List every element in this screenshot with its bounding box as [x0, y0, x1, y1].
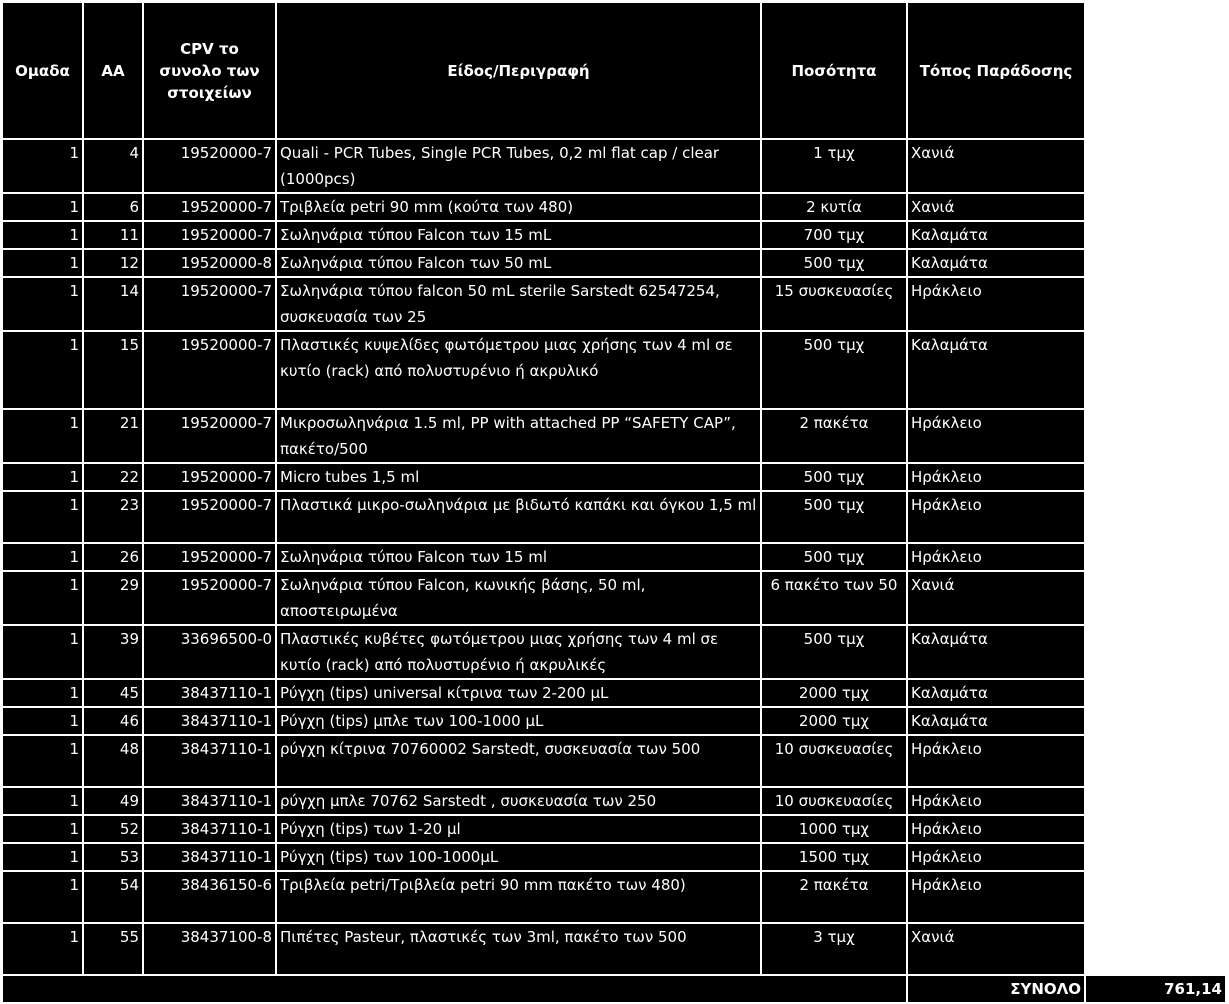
cell-cpv: 38437110-1 [143, 787, 276, 815]
cell-group: 1 [2, 277, 83, 331]
table-row [2, 571, 1226, 625]
total-value: 761,14 [1085, 975, 1226, 1003]
cell-quantity: 15 συσκευασίες [761, 277, 907, 331]
cell-cpv: 19520000-7 [143, 571, 276, 625]
cell-delivery-place: Καλαμάτα [907, 249, 1085, 277]
cell-description: ρύγχη κίτρινα 70760002 Sarstedt, συσκευασία των 500 [276, 735, 761, 787]
table-row [2, 409, 1226, 463]
cell-cpv: 19520000-7 [143, 491, 276, 543]
table-row [2, 543, 1226, 571]
cell-cpv: 38437110-1 [143, 707, 276, 735]
cell-cpv: 19520000-7 [143, 139, 276, 193]
total-row [2, 975, 1226, 1003]
cell-delivery-place: Χανιά [907, 193, 1085, 221]
cell-group: 1 [2, 491, 83, 543]
cell-group: 1 [2, 249, 83, 277]
cell-description: Πλαστικές κυψελίδες φωτόμετρου μιας χρήσης των 4 ml σε κυτίο (rack) από πολυστυρένιο ή ακρυλικό [276, 331, 761, 409]
cell-description: Ρύγχη (tips) universal κίτρινα των 2-200 μL [276, 679, 761, 707]
cell-group: 1 [2, 139, 83, 193]
cell-aa: 22 [83, 463, 143, 491]
header-cpv: CPV το συνολο των στοιχείων [143, 2, 276, 139]
cell-aa: 29 [83, 571, 143, 625]
cell-aa: 15 [83, 331, 143, 409]
cell-aa: 39 [83, 625, 143, 679]
cell-group: 1 [2, 735, 83, 787]
cell-description: Quali - PCR Tubes, Single PCR Tubes, 0,2 ml flat cap / clear (1000pcs) [276, 139, 761, 193]
cell-empty [1085, 815, 1226, 843]
cell-quantity: 2 πακέτα [761, 871, 907, 923]
cell-empty [1085, 249, 1226, 277]
cell-group: 1 [2, 571, 83, 625]
cell-aa: 48 [83, 735, 143, 787]
cell-cpv: 38437110-1 [143, 679, 276, 707]
cell-delivery-place: Χανιά [907, 571, 1085, 625]
cell-description: Μικροσωληνάρια 1.5 ml, PP with attached PP “SAFETY CAP”, πακέτο/500 [276, 409, 761, 463]
cell-group: 1 [2, 625, 83, 679]
cell-quantity: 500 τμχ [761, 249, 907, 277]
cell-aa: 4 [83, 139, 143, 193]
cell-empty [1085, 625, 1226, 679]
cell-quantity: 2000 τμχ [761, 679, 907, 707]
cell-delivery-place: Καλαμάτα [907, 707, 1085, 735]
cell-quantity: 2000 τμχ [761, 707, 907, 735]
cell-cpv: 38437110-1 [143, 843, 276, 871]
cell-cpv: 19520000-7 [143, 277, 276, 331]
cell-delivery-place: Καλαμάτα [907, 221, 1085, 249]
cell-description: Πλαστικές κυβέτες φωτόμετρου μιας χρήσης των 4 ml σε κυτίο (rack) από πολυστυρένιο ή ακρυλικές [276, 625, 761, 679]
cell-aa: 23 [83, 491, 143, 543]
cell-description: Ρύγχη (tips) των 1-20 μl [276, 815, 761, 843]
cell-aa: 46 [83, 707, 143, 735]
cell-group: 1 [2, 707, 83, 735]
cell-group: 1 [2, 843, 83, 871]
table-row [2, 735, 1226, 787]
table-row [2, 463, 1226, 491]
table-row [2, 679, 1226, 707]
table-row [2, 707, 1226, 735]
cell-description: Τριβλεία petri 90 mm (κούτα των 480) [276, 193, 761, 221]
cell-delivery-place: Ηράκλειο [907, 543, 1085, 571]
cell-delivery-place: Καλαμάτα [907, 625, 1085, 679]
cell-quantity: 1500 τμχ [761, 843, 907, 871]
cell-delivery-place: Ηράκλειο [907, 787, 1085, 815]
cell-aa: 53 [83, 843, 143, 871]
cell-cpv: 19520000-8 [143, 249, 276, 277]
cell-delivery-place: Καλαμάτα [907, 679, 1085, 707]
cell-cpv: 19520000-7 [143, 221, 276, 249]
cell-quantity: 3 τμχ [761, 923, 907, 975]
table-row [2, 625, 1226, 679]
cell-quantity: 700 τμχ [761, 221, 907, 249]
cell-empty [1085, 543, 1226, 571]
header-delivery-place: Τόπος Παράδοσης [907, 2, 1085, 139]
procurement-table [1, 1, 1227, 1004]
cell-empty [1085, 409, 1226, 463]
cell-empty [1085, 679, 1226, 707]
cell-group: 1 [2, 463, 83, 491]
cell-empty [1085, 139, 1226, 193]
cell-cpv: 19520000-7 [143, 331, 276, 409]
cell-delivery-place: Ηράκλειο [907, 277, 1085, 331]
cell-cpv: 19520000-7 [143, 193, 276, 221]
header-empty [1085, 2, 1226, 139]
cell-empty [1085, 277, 1226, 331]
cell-description: Τριβλεία petri/Τριβλεία petri 90 mm πακέτο των 480) [276, 871, 761, 923]
cell-empty [1085, 491, 1226, 543]
cell-description: Πλαστικά μικρο-σωληνάρια με βιδωτό καπάκι και όγκου 1,5 ml [276, 491, 761, 543]
cell-cpv: 38437110-1 [143, 815, 276, 843]
cell-aa: 55 [83, 923, 143, 975]
cell-empty [1085, 871, 1226, 923]
header-description: Είδος/Περιγραφή [276, 2, 761, 139]
cell-quantity: 500 τμχ [761, 331, 907, 409]
cell-quantity: 500 τμχ [761, 463, 907, 491]
cell-quantity: 10 συσκευασίες [761, 735, 907, 787]
table-body [2, 139, 1226, 975]
cell-empty [1085, 571, 1226, 625]
cell-quantity: 10 συσκευασίες [761, 787, 907, 815]
cell-delivery-place: Καλαμάτα [907, 331, 1085, 409]
cell-group: 1 [2, 331, 83, 409]
table-row [2, 923, 1226, 975]
cell-empty [1085, 221, 1226, 249]
cell-delivery-place: Ηράκλειο [907, 409, 1085, 463]
cell-delivery-place: Ηράκλειο [907, 735, 1085, 787]
cell-group: 1 [2, 409, 83, 463]
table-row [2, 193, 1226, 221]
table-row [2, 277, 1226, 331]
cell-description: Σωληνάρια τύπου Falcon των 15 ml [276, 543, 761, 571]
cell-aa: 52 [83, 815, 143, 843]
cell-delivery-place: Ηράκλειο [907, 463, 1085, 491]
cell-aa: 6 [83, 193, 143, 221]
cell-aa: 11 [83, 221, 143, 249]
cell-aa: 21 [83, 409, 143, 463]
table-row [2, 787, 1226, 815]
cell-quantity: 500 τμχ [761, 543, 907, 571]
cell-group: 1 [2, 815, 83, 843]
cell-description: Σωληνάρια τύπου Falcon των 50 mL [276, 249, 761, 277]
cell-description: Σωληνάρια τύπου falcon 50 mL sterile Sarstedt 62547254, συσκευασία των 25 [276, 277, 761, 331]
cell-description: Micro tubes 1,5 ml [276, 463, 761, 491]
cell-description: Ρύγχη (tips) των 100-1000μL [276, 843, 761, 871]
total-spacer [2, 975, 907, 1003]
table-row [2, 221, 1226, 249]
cell-group: 1 [2, 871, 83, 923]
cell-description: Πιπέτες Pasteur, πλαστικές των 3ml, πακέτο των 500 [276, 923, 761, 975]
cell-quantity: 6 πακέτο των 50 [761, 571, 907, 625]
cell-aa: 12 [83, 249, 143, 277]
cell-quantity: 2 πακέτα [761, 409, 907, 463]
table-row [2, 871, 1226, 923]
cell-delivery-place: Χανιά [907, 139, 1085, 193]
cell-cpv: 38436150-6 [143, 871, 276, 923]
cell-aa: 54 [83, 871, 143, 923]
cell-delivery-place: Ηράκλειο [907, 843, 1085, 871]
cell-cpv: 33696500-0 [143, 625, 276, 679]
cell-aa: 14 [83, 277, 143, 331]
cell-cpv: 38437110-1 [143, 735, 276, 787]
cell-cpv: 19520000-7 [143, 543, 276, 571]
cell-quantity: 500 τμχ [761, 491, 907, 543]
table-row [2, 491, 1226, 543]
cell-description: Ρύγχη (tips) μπλε των 100-1000 μL [276, 707, 761, 735]
table-row [2, 815, 1226, 843]
cell-group: 1 [2, 679, 83, 707]
table-row [2, 331, 1226, 409]
cell-cpv: 38437100-8 [143, 923, 276, 975]
total-label: ΣΥΝΟΛΟ [907, 975, 1085, 1003]
cell-description: ρύγχη μπλε 70762 Sarstedt , συσκευασία των 250 [276, 787, 761, 815]
cell-empty [1085, 923, 1226, 975]
cell-description: Σωληνάρια τύπου Falcon των 15 mL [276, 221, 761, 249]
cell-empty [1085, 331, 1226, 409]
cell-delivery-place: Ηράκλειο [907, 815, 1085, 843]
cell-delivery-place: Χανιά [907, 923, 1085, 975]
cell-empty [1085, 735, 1226, 787]
header-row [2, 2, 1226, 139]
cell-quantity: 1 τμχ [761, 139, 907, 193]
cell-empty [1085, 193, 1226, 221]
cell-aa: 49 [83, 787, 143, 815]
cell-empty [1085, 843, 1226, 871]
cell-group: 1 [2, 193, 83, 221]
cell-quantity: 2 κυτία [761, 193, 907, 221]
cell-empty [1085, 463, 1226, 491]
table-row [2, 843, 1226, 871]
header-aa: ΑΑ [83, 2, 143, 139]
cell-empty [1085, 787, 1226, 815]
cell-quantity: 500 τμχ [761, 625, 907, 679]
cell-group: 1 [2, 221, 83, 249]
table-row [2, 139, 1226, 193]
cell-delivery-place: Ηράκλειο [907, 491, 1085, 543]
header-group: Ομαδα [2, 2, 83, 139]
cell-group: 1 [2, 923, 83, 975]
cell-description: Σωληνάρια τύπου Falcon, κωνικής βάσης, 50 ml, αποστειρωμένα [276, 571, 761, 625]
cell-empty [1085, 707, 1226, 735]
cell-aa: 26 [83, 543, 143, 571]
cell-group: 1 [2, 787, 83, 815]
cell-delivery-place: Ηράκλειο [907, 871, 1085, 923]
cell-cpv: 19520000-7 [143, 463, 276, 491]
cell-aa: 45 [83, 679, 143, 707]
header-quantity: Ποσότητα [761, 2, 907, 139]
cell-cpv: 19520000-7 [143, 409, 276, 463]
table-row [2, 249, 1226, 277]
cell-quantity: 1000 τμχ [761, 815, 907, 843]
cell-group: 1 [2, 543, 83, 571]
